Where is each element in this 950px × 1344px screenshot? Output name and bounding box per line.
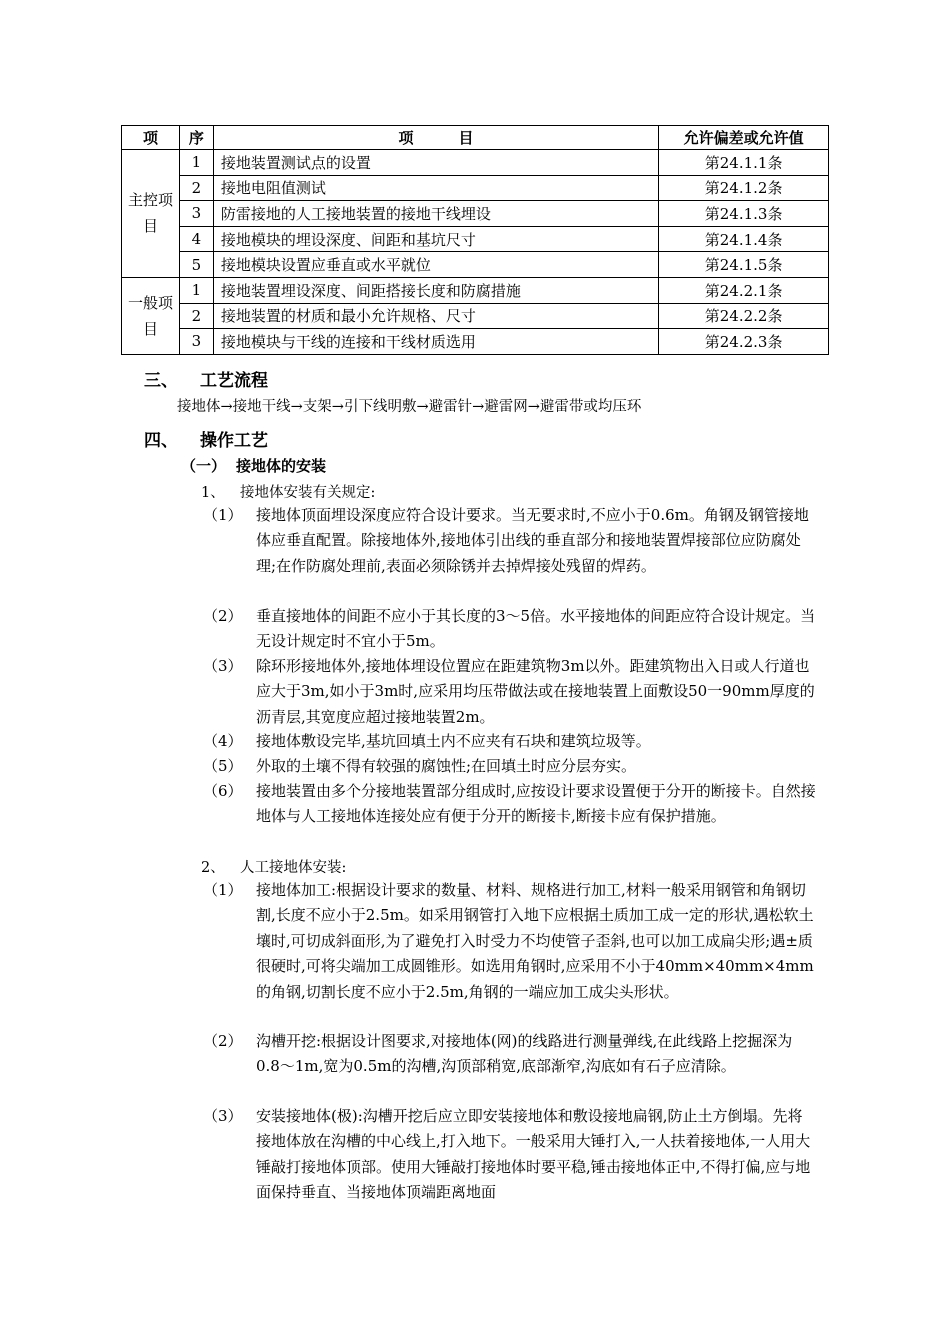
subsection-title: 接地体的安装 (236, 457, 327, 475)
clause-text: 垂直接地体的间距不应小于其长度的3～5倍。水平接地体的间距应符合设计规定。当无设计规定时不宜小于5m。 (256, 607, 816, 651)
row-number: 1 (179, 150, 213, 176)
section-4-heading (144, 426, 268, 451)
row-number: 1 (179, 277, 213, 303)
step-text: 安装接地体(极):沟槽开挖后应立即安装接地体和敷设接地扁钢,防止土方倒塌。先将接地体放在沟槽的中心线上,打入地下。一般采用大锤打入,一人扶着接地体,一人用大锤敲打接地体顶部。使用大锤敲打接地体时要平稳,锤击接地体正中,不得打偏,应与地面保持垂直、当接地体顶端距离地面 (256, 1107, 811, 1202)
row-reference: 第24.2.2条 (659, 303, 829, 329)
row-reference: 第24.1.1条 (659, 150, 829, 176)
category-main-control: 主控项目 (122, 150, 180, 278)
row-reference: 第24.1.3条 (659, 201, 829, 227)
row-number: 2 (179, 303, 213, 329)
category-general: 一般项目 (122, 277, 180, 354)
clause-text: 接地装置由多个分接地装置部分组成时,应按设计要求设置便于分开的断接卡。自然接地体与人工接地体连接处应有便于分开的断接卡,断接卡应有保护措施。 (256, 782, 816, 826)
process-flow: 接地体→接地干线→支架→引下线明敷→避雷针→避雷网→避雷带或均压环 (177, 399, 642, 415)
row-reference: 第24.1.2条 (659, 175, 829, 201)
clause-text: 接地体顶面埋设深度应符合设计要求。当无要求时,不应小于0.6m。角钢及钢管接地体应垂直配置。除接地体外,接地体引出线的垂直部分和接地装置焊接部位应防腐处理;在作防腐处理前,表面必须除锈并去掉焊接处残留的焊药。 (256, 506, 809, 575)
clause-text: 除环形接地体外,接地体埋设位置应在距建筑物3m以外。距建筑物出入日或人行道也应大于3m,如小于3m时,应采用均压带做法或在接地装置上面敷设50一90mm厚度的沥青层,其宽度应超过接地装置2m。 (256, 657, 815, 726)
section-number: 三、 (144, 371, 178, 391)
table-row (122, 150, 829, 176)
row-number: 4 (179, 226, 213, 252)
item-title: 人工接地体安装: (240, 860, 347, 876)
row-item: 接地模块设置应垂直或水平就位 (213, 252, 658, 278)
row-item: 接地装置的材质和最小允许规格、尺寸 (213, 303, 658, 329)
row-number: 5 (179, 252, 213, 278)
item-number: 2、 (201, 860, 225, 876)
item-heading (201, 856, 346, 877)
clause-number: （1） (203, 506, 243, 524)
step-number: （3） (203, 1107, 243, 1125)
step-number: （1） (203, 881, 243, 899)
row-item: 接地装置埋设深度、间距搭接长度和防腐措施 (213, 277, 658, 303)
table-row (122, 201, 829, 227)
table-row (122, 252, 829, 278)
clause-text: 外取的土壤不得有较强的腐蚀性;在回填土时应分层夯实。 (256, 757, 637, 775)
clause-text: 接地体敷设完毕,基坑回填土内不应夹有石块和建筑垃圾等。 (256, 732, 651, 750)
row-reference: 第24.2.1条 (659, 277, 829, 303)
row-item: 接地电阻值测试 (213, 175, 658, 201)
header-tolerance: 允许偏差或允许值 (659, 126, 829, 150)
row-number: 2 (179, 175, 213, 201)
row-item: 接地装置测试点的设置 (213, 150, 658, 176)
header-category: 项 (122, 126, 180, 150)
table-row (122, 175, 829, 201)
row-reference: 第24.1.4条 (659, 226, 829, 252)
clause-number: （2） (203, 607, 243, 625)
step-text: 接地体加工:根据设计要求的数量、材料、规格进行加工,材料一般采用钢管和角钢切割,长度不应小于2.5m。如采用钢管打入地下应根据土质加工成一定的形状,遇松软土壤时,可切成斜面形,为了避免打入时受力不均使管子歪斜,也可以加工成扁尖形;遇±质很硬时,可将尖端加工成圆锥形。如选用角钢时,应采用不小于40mm×40mm×4mm的角钢,切割长度不应小于2.5m,角钢的一端应加工成尖头形状。 (256, 881, 814, 1001)
row-number: 3 (179, 201, 213, 227)
table-row (122, 303, 829, 329)
clause-number: （4） (203, 732, 243, 750)
section-number: 四、 (144, 431, 178, 451)
header-item: 项 目 (213, 126, 658, 150)
section-title: 工艺流程 (200, 371, 268, 391)
row-reference: 第24.1.5条 (659, 252, 829, 278)
clause-number: （3） (203, 657, 243, 675)
header-number: 序 (179, 126, 213, 150)
row-item: 接地模块与干线的连接和干线材质选用 (213, 329, 658, 355)
clause-number: （5） (203, 757, 243, 775)
subsection-heading (181, 455, 326, 476)
row-item: 防雷接地的人工接地装置的接地干线埋设 (213, 201, 658, 227)
table-row (122, 277, 829, 303)
item-title: 接地体安装有关规定: (240, 485, 376, 501)
step-text: 沟槽开挖:根据设计图要求,对接地体(网)的线路进行测量弹线,在此线路上挖掘深为0.8～1m,宽为0.5m的沟槽,沟顶部稍宽,底部渐窄,沟底如有石子应清除。 (256, 1032, 793, 1076)
table-row (122, 329, 829, 355)
subsection-number: （一） (181, 457, 227, 475)
item-number: 1、 (201, 485, 225, 501)
item-heading (201, 481, 375, 502)
section-title: 操作工艺 (200, 431, 268, 451)
clause-number: （6） (203, 782, 243, 800)
row-reference: 第24.2.3条 (659, 329, 829, 355)
acceptance-table (121, 125, 829, 355)
section-3-heading (144, 366, 268, 391)
table-row (122, 226, 829, 252)
table-header-row (122, 126, 829, 150)
row-number: 3 (179, 329, 213, 355)
step-number: （2） (203, 1032, 243, 1050)
row-item: 接地模块的埋设深度、间距和基坑尺寸 (213, 226, 658, 252)
